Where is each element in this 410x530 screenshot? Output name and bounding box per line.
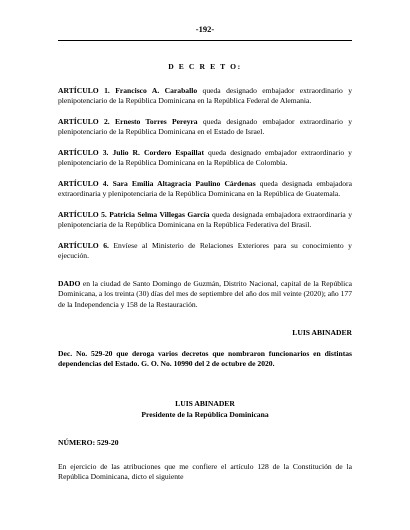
article-5-text: queda designada embajadora extraordinaria y plenipotenciaria de la República Dominicana en la República Federativa del Brasil. [58,209,353,230]
article-1-text: queda designado embajador extraordinario y plenipotenciario de la República Dominicana en la República Federal de Alemania. [58,86,352,106]
dado-paragraph [58,279,352,310]
article-6 [58,241,352,261]
article-5 [58,210,352,230]
article-4-name: Sara Emilia Altagracia Paulino Cárdenas [112,178,256,188]
header-rule [58,40,352,41]
article-2 [58,117,352,137]
article-1-name: Francisco A. Caraballo [115,86,198,96]
signature: LUIS ABINADER [292,327,352,337]
page-number: -192- [195,24,215,34]
article-6-label: ARTÍCULO 6. [58,240,109,250]
closing-paragraph: En ejercicio de las atribuciones que me confiere el artículo 128 de la Constitución de la República Dominicana, dicto el siguiente [58,461,352,482]
decree-reference: Dec. No. 529-20 que deroga varios decretos que nombraron funcionarios en distintas dependencias del Estado. G. O. No. 10990 del 2 de octubre de 2020. [58,348,352,369]
president-title: Presidente de la República Dominicana [141,409,269,419]
article-1 [58,86,352,106]
article-4-label: ARTÍCULO 4. [58,178,109,188]
article-3-name: Julio R. Cordero Espaillat [112,148,204,158]
document-body [58,62,352,493]
article-2-name: Ernesto Torres Pereyra [115,117,198,127]
article-5-name: Patricia Selma Villegas García [109,209,210,219]
article-2-text: queda designado embajador extraordinario y plenipotenciario de la República Dominicana en el Estado de Israel. [58,117,353,137]
article-1-label: ARTÍCULO 1. [58,86,110,96]
decree-heading: D E C R E T O: [168,62,242,71]
decree-number: NÚMERO: 529-20 [58,437,119,447]
article-2-label: ARTÍCULO 2. [58,117,110,127]
president-name: LUIS ABINADER [175,399,235,409]
president-block [58,399,352,419]
article-5-label: ARTÍCULO 5. [58,209,107,219]
dado-text: en la ciudad de Santo Domingo de Guzmán, Distrito Nacional, capital de la República Dominicana, a los treinta (30) días del mes de septiembre del año dos mil veinte (2020); año 177 de la Independencia y 158 de la Restauración. [58,279,352,309]
article-6-text: Envíese al Ministerio de Relaciones Exteriores para su conocimiento y ejecución. [58,240,352,260]
article-3 [58,148,352,168]
dado-label: DADO [58,279,81,289]
article-3-label: ARTÍCULO 3. [58,148,109,158]
article-4 [58,179,352,199]
article-4-text: queda designada embajadora extraordinaria y plenipotenciaria de la República Dominicana en la República de Guatemala. [58,178,352,199]
article-3-text: queda designado embajador extraordinario y plenipotenciario de la República Dominicana en la República de Colombia. [58,148,352,168]
